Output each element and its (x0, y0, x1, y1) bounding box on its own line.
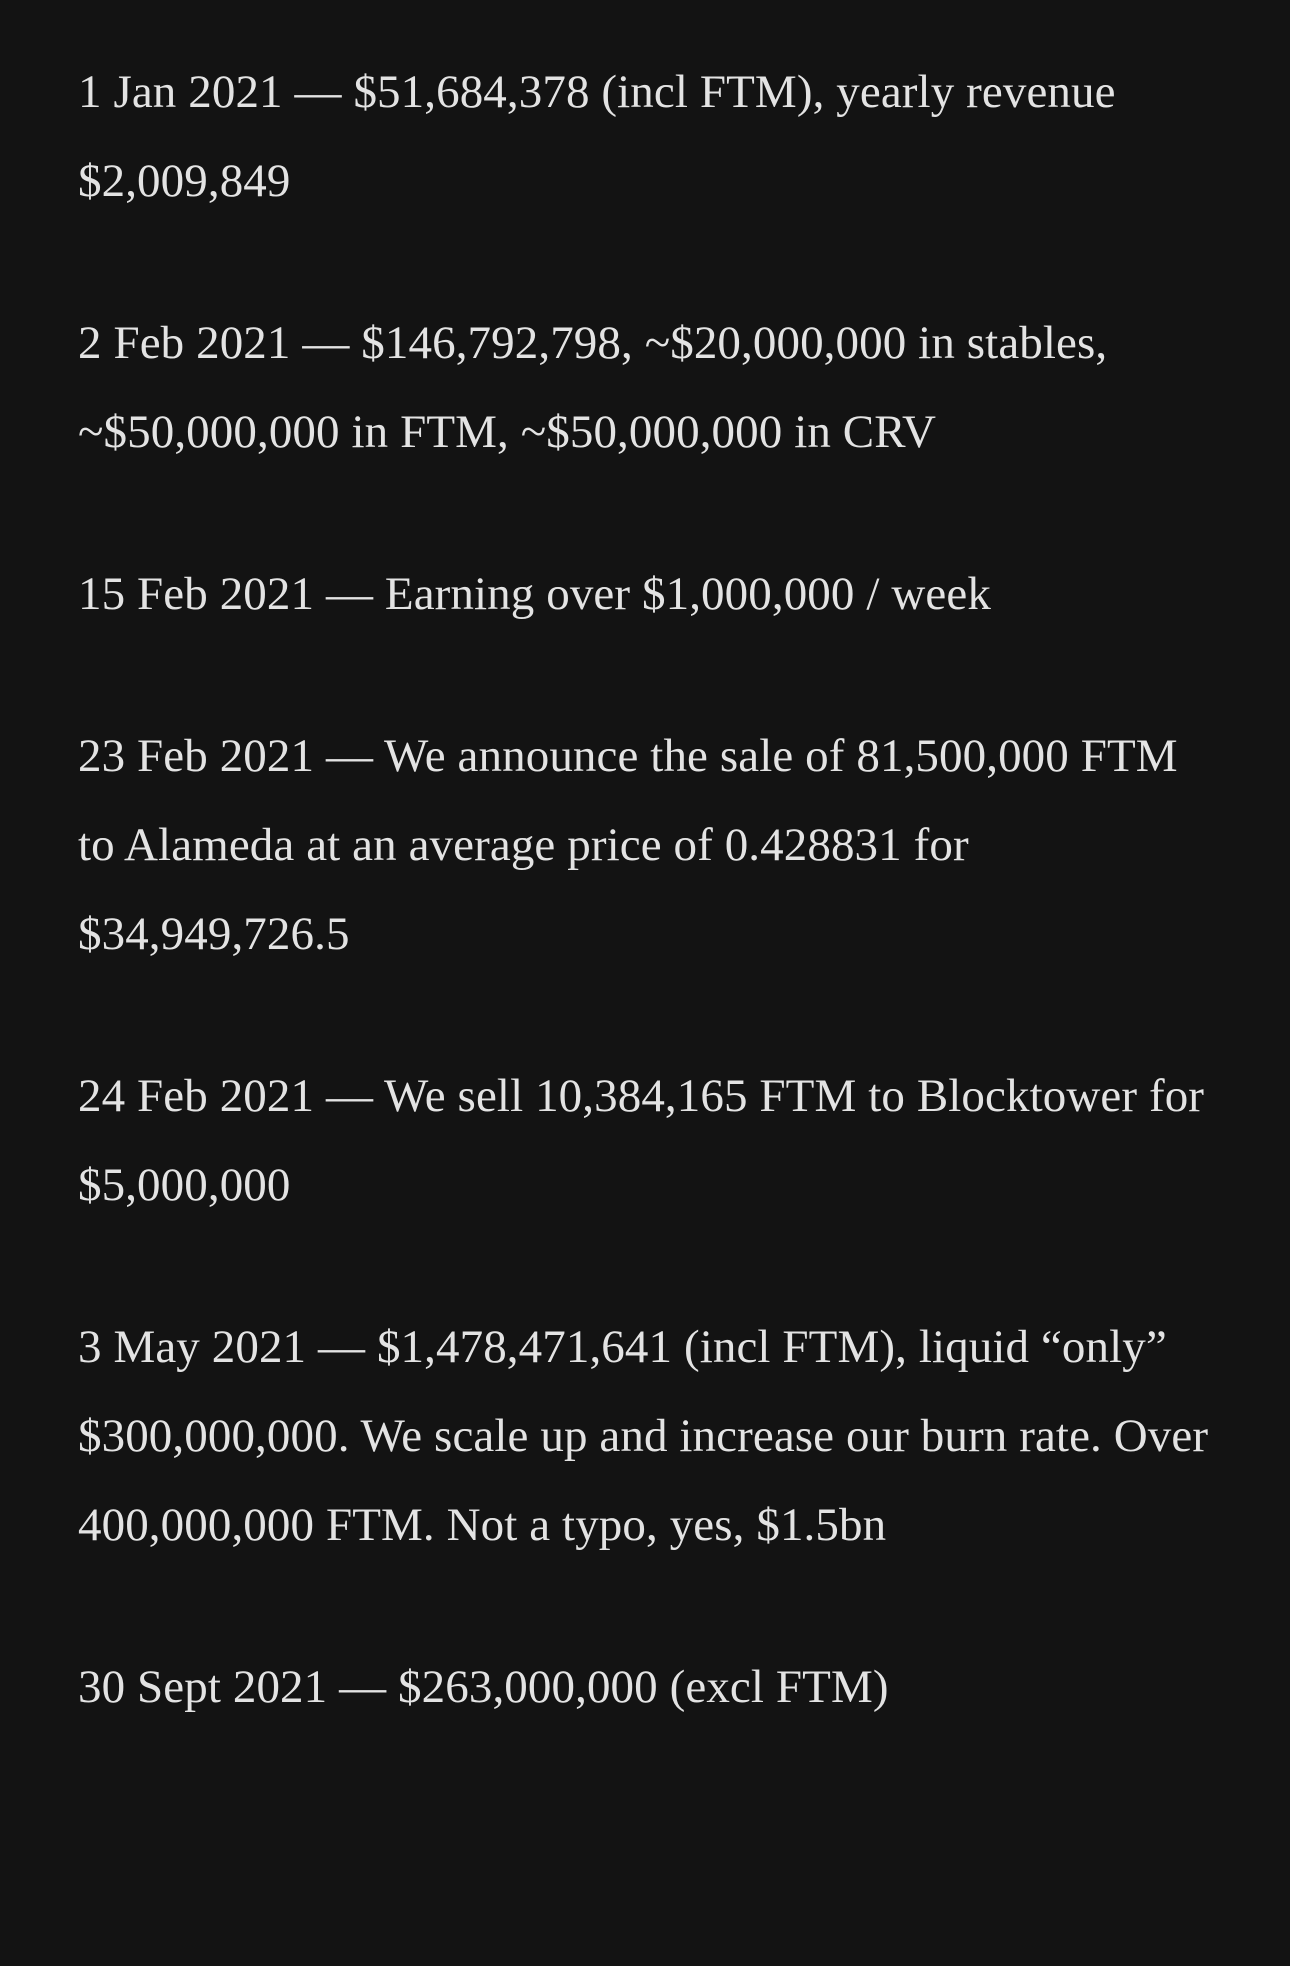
timeline-entry-feb-23: 23 Feb 2021 — We announce the sale of 81,500,000 FTM to Alameda at an average price of 0.428831 for $34,949,726.5 (78, 730, 1178, 960)
timeline-entry-jan-1: 1 Jan 2021 — $51,684,378 (incl FTM), yearly revenue $2,009,849 (78, 66, 1116, 207)
timeline-entry-feb-2: 2 Feb 2021 — $146,792,798, ~$20,000,000 in stables, ~$50,000,000 in FTM, ~$50,000,000 in CRV (78, 317, 1108, 458)
timeline-entry-may-3: 3 May 2021 — $1,478,471,641 (incl FTM), liquid “only” $300,000,000. We scale up and increase our burn rate. Over 400,000,000 FTM. Not a typo, yes, $1.5bn (78, 1321, 1209, 1551)
timeline-entry-feb-15: 15 Feb 2021 — Earning over $1,000,000 / week (78, 568, 991, 620)
timeline-entry-sept-30: 30 Sept 2021 — $263,000,000 (excl FTM) (78, 1661, 889, 1713)
timeline-entry-feb-24: 24 Feb 2021 — We sell 10,384,165 FTM to Blocktower for $5,000,000 (78, 1070, 1205, 1211)
timeline-list (78, 48, 1218, 1732)
